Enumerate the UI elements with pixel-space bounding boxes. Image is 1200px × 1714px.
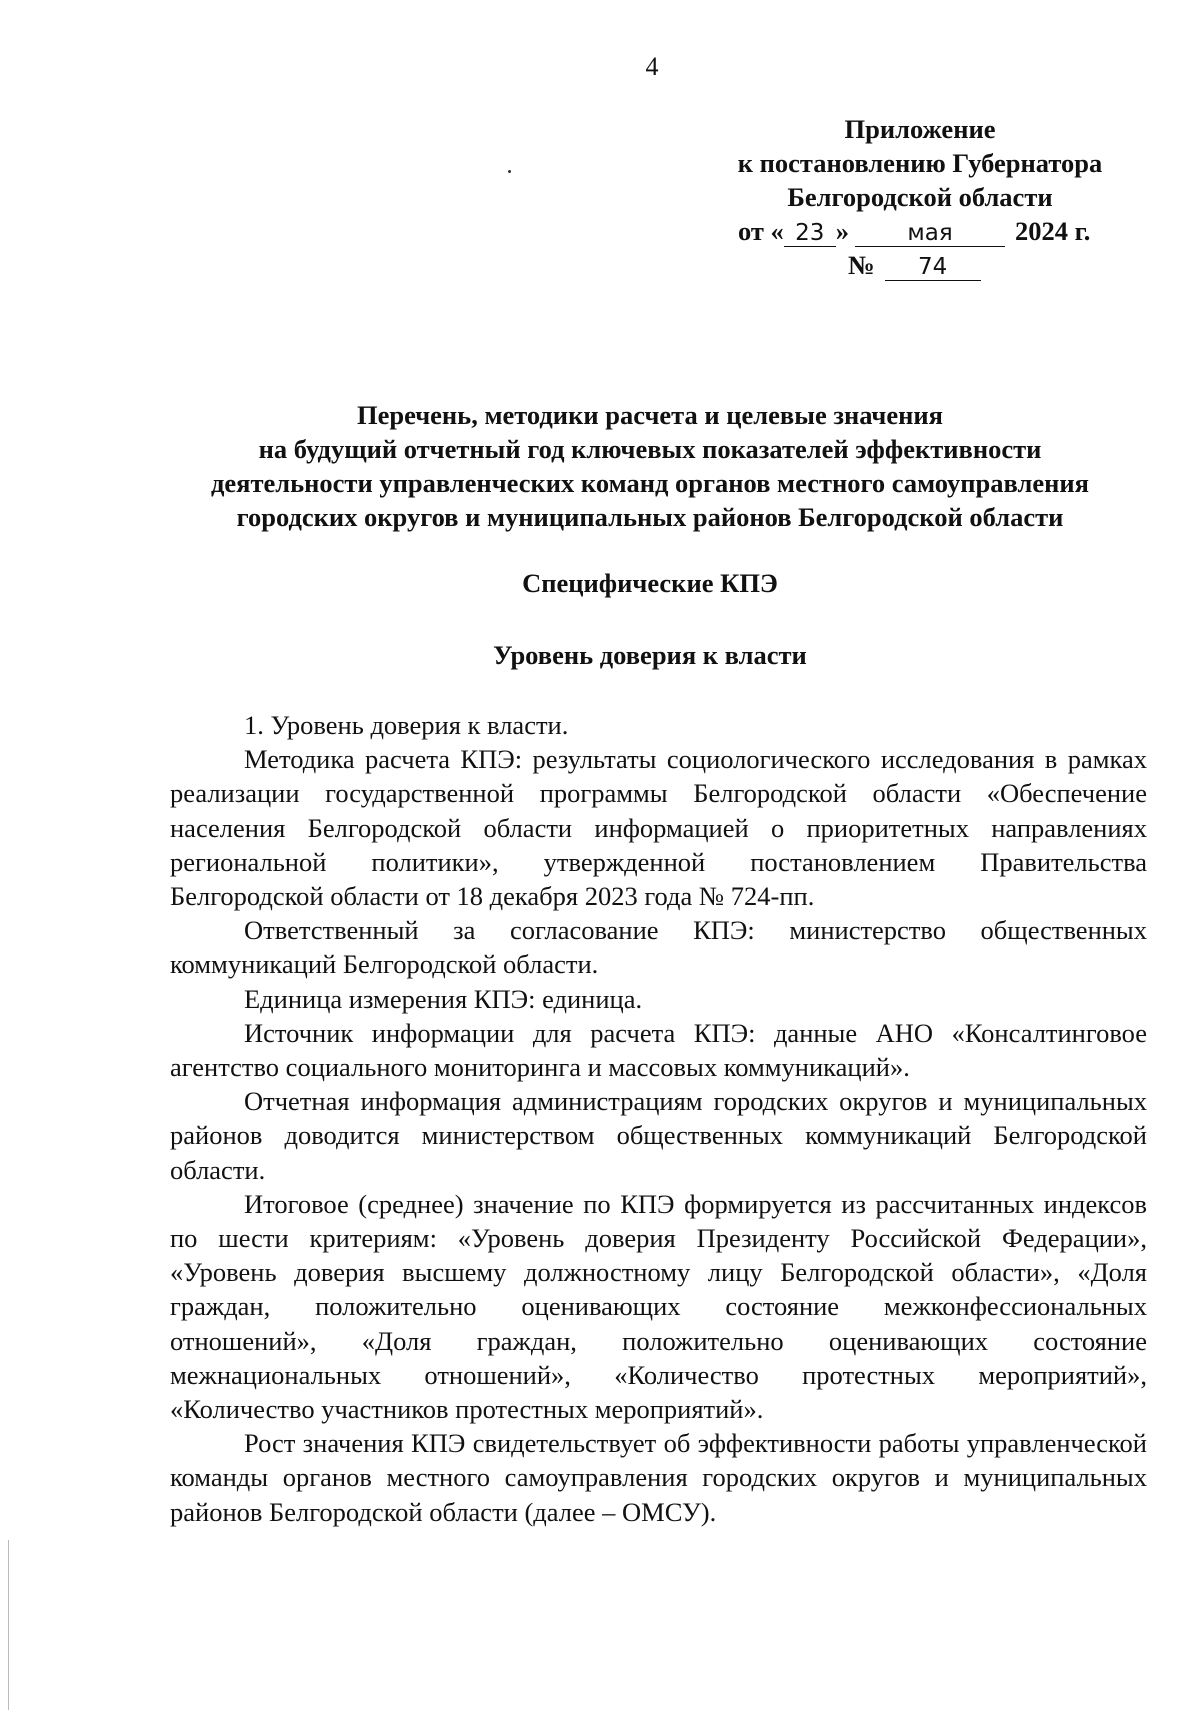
paragraph-4: Единица измерения КПЭ: единица. (244, 983, 643, 1014)
appendix-number-line (700, 248, 1140, 282)
body-text (170, 708, 1147, 1529)
paragraph-5: Источник информации для расчета КПЭ: данные АНО «Консалтинговое агентство социального мониторинга и массовых коммуникаций». (170, 1017, 1147, 1083)
date-day: 23 (784, 220, 836, 247)
appendix-decree-line: к постановлению Губернатора (737, 148, 1103, 178)
paragraph-1: 1. Уровень доверия к власти. (244, 710, 569, 740)
sub-heading: Уровень доверия к власти (493, 640, 807, 670)
date-mid: » (835, 216, 850, 246)
paragraph-3: Ответственный за согласование КПЭ: министерство общественных коммуникаций Белгородской области. (170, 915, 1147, 980)
appendix-block (700, 112, 1140, 282)
appendix-date-line (700, 214, 1140, 248)
title-line-1: Перечень, методики расчета и целевые значения (356, 400, 944, 430)
title-line-4: городских округов и муниципальных районов Белгородской области (236, 502, 1064, 532)
title-line-2: на будущий отчетный год ключевых показателей эффективности (258, 434, 1042, 464)
paragraph-2: Методика расчета КПЭ: результаты социологического исследования в рамках реализации государственной программы Белгородской области «Обеспечение населения Белгородской области информацией о приоритетных направлениях региональной политики», утвержденной постановлением Правительства Белгородской области от 18 декабря 2023 года № 724-пп. (170, 744, 1147, 912)
document-title (150, 398, 1150, 534)
paragraph-8: Рост значения КПЭ свидетельствует об эффективности работы управленческой команды органов местного самоуправления городских округов и муниципальных районов Белгородской области (далее – ОМСУ). (170, 1428, 1147, 1527)
scan-margin-line (8, 1540, 9, 1710)
number-prefix: № (848, 250, 875, 280)
paragraph-6: Отчетная информация администрациям городских округов и муниципальных районов доводится министерством общественных коммуникаций Белгородской области. (170, 1086, 1147, 1185)
date-prefix: от « (738, 216, 784, 246)
title-line-3: деятельности управленческих команд органов местного самоуправления (210, 468, 1089, 498)
page-number: 4 (645, 52, 659, 81)
appendix-region-line: Белгородской области (787, 182, 1053, 212)
section-heading: Специфические КПЭ (522, 568, 778, 598)
appendix-title: Приложение (844, 114, 996, 144)
paragraph-7: Итоговое (среднее) значение по КПЭ формируется из рассчитанных индексов по шести критериям: «Уровень доверия Президенту Российской Федерации», «Уровень доверия высшему должностному лицу Белгородской области», «Доля граждан, положительно оценивающих состояние межконфессиональных отношений», «Доля граждан, положительно оценивающих состояние межнациональных отношений», «Количество протестных мероприятий», «Количество участников протестных мероприятий». (170, 1188, 1147, 1425)
date-year: 2024 г. (1015, 216, 1091, 246)
number-value: 74 (885, 254, 981, 281)
scan-speck (508, 170, 511, 173)
date-month: мая (855, 220, 1005, 247)
